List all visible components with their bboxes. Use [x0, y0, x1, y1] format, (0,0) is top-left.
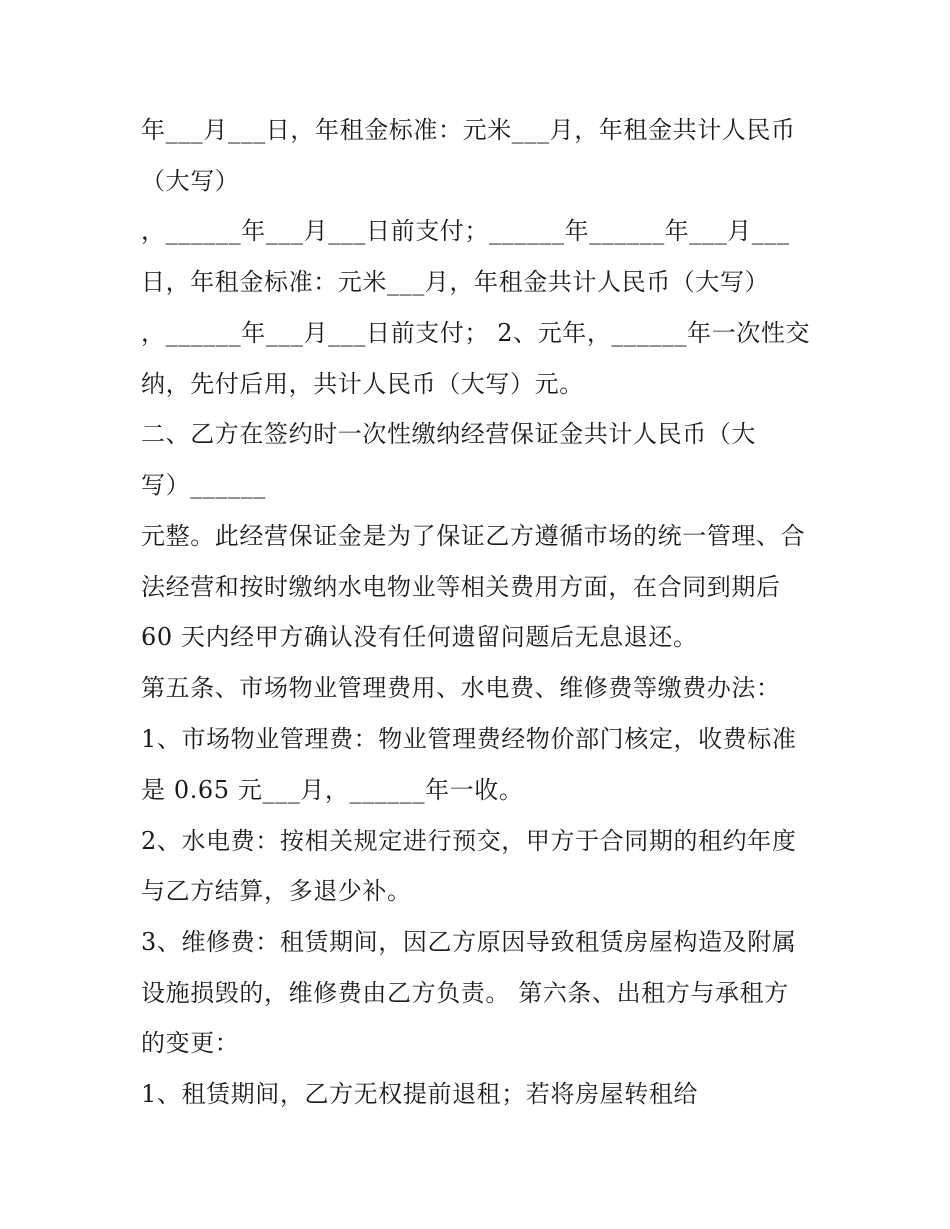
text-line: 的变更：	[141, 1029, 240, 1057]
text-line: 二、乙方在签约时一次性缴纳经营保证金共计人民币（大	[141, 420, 756, 448]
text-line: 元整。此经营保证金是为了保证乙方遵循市场的统一管理、合	[141, 522, 806, 550]
text-line: 是 0.65 元___月，______年一收。	[141, 776, 524, 804]
text-line: （大写）	[141, 167, 240, 195]
text-line: ，______年___月___日前支付；______年______年___月___	[141, 217, 790, 245]
text-line: 法经营和按时缴纳水电物业等相关费用方面，在合同到期后	[141, 573, 781, 601]
text-line: 60 天内经甲方确认没有任何遗留问题后无息退还。	[141, 623, 698, 651]
text-line: 纳，先付后用，共计人民币（大写）元。	[141, 370, 584, 398]
text-line: ，______年___月___日前支付； 2、元年，______年一次性交	[141, 319, 811, 347]
text-line: 写）______	[141, 471, 266, 499]
text-line: 年___月___日，年租金标准：元米___月，年租金共计人民币	[141, 116, 796, 144]
text-line: 日，年租金标准：元米___月，年租金共计人民币（大写）	[141, 268, 770, 296]
text-line: 3、维修费：租赁期间，因乙方原因导致租赁房屋构造及附属	[141, 928, 797, 956]
text-line: 第五条、市场物业管理费用、水电费、维修费等缴费办法：	[141, 674, 781, 702]
text-line: 与乙方结算，多退少补。	[141, 877, 412, 905]
text-line: 1、市场物业管理费：物业管理费经物价部门核定，收费标准	[141, 725, 797, 753]
text-line: 设施损毁的，维修费由乙方负责。 第六条、出租方与承租方	[141, 979, 789, 1007]
text-line: 2、水电费：按相关规定进行预交，甲方于合同期的租约年度	[141, 827, 797, 855]
text-line: 1、租赁期间，乙方无权提前退租；若将房屋转租给	[141, 1080, 699, 1108]
